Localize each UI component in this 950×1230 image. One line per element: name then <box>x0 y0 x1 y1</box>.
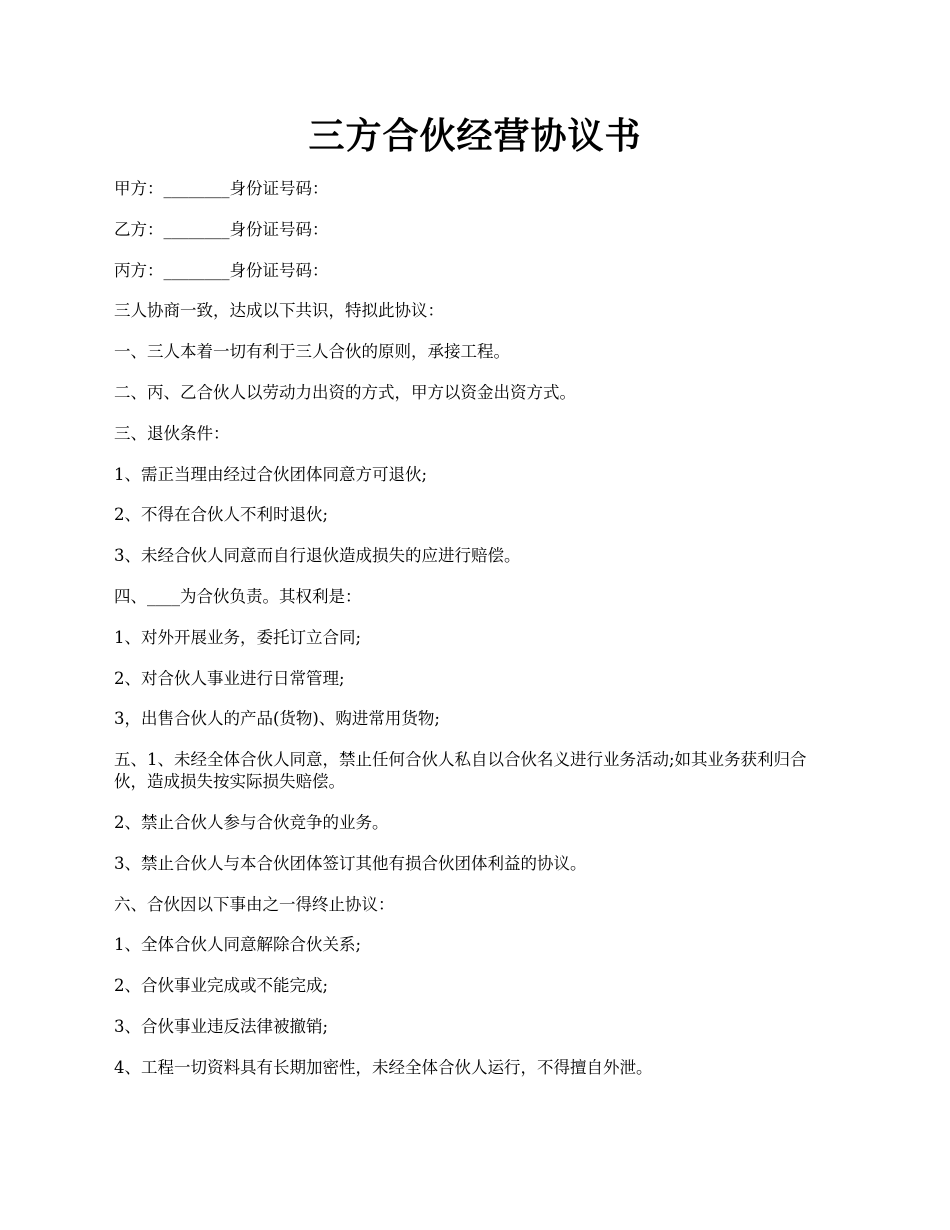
clause-4-item-1: 1、对外开展业务，委托订立合同; <box>114 627 362 647</box>
clause-6-item-3: 3、合伙事业违反法律被撤销; <box>114 1016 329 1036</box>
clause-6-item-4: 4、工程一切资料具有长期加密性，未经全体合伙人运行，不得擅自外泄。 <box>114 1057 653 1077</box>
clause-2: 二、丙、乙合伙人以劳动力出资的方式，甲方以资金出资方式。 <box>114 382 576 402</box>
party-a-line: 甲方：________身份证号码： <box>114 179 329 198</box>
clause-6-heading: 六、合伙因以下事由之一得终止协议： <box>114 894 395 914</box>
clause-6-item-1: 1、全体合伙人同意解除合伙关系; <box>114 935 362 955</box>
clause-5-item-2: 2、禁止合伙人参与合伙竞争的业务。 <box>114 812 389 832</box>
clause-4-item-3: 3，出售合伙人的产品(货物)、购进常用货物; <box>114 709 440 729</box>
party-b-line: 乙方：________身份证号码： <box>114 219 329 239</box>
clause-6-item-2: 2、合伙事业完成或不能完成; <box>114 976 329 996</box>
agreement-intro: 三人协商一致，达成以下共识，特拟此协议： <box>114 301 444 321</box>
party-c-line: 丙方：________身份证号码： <box>114 260 329 280</box>
document-title: 三方合伙经营协议书 <box>308 115 642 157</box>
clause-3-item-1: 1、需正当理由经过合伙团体同意方可退伙; <box>114 464 428 484</box>
clause-3-item-2: 2、不得在合伙人不利时退伙; <box>114 505 329 525</box>
clause-1: 一、三人本着一切有利于三人合伙的原则，承接工程。 <box>114 342 510 362</box>
clause-4-item-2: 2、对合伙人事业进行日常管理; <box>114 668 345 688</box>
clause-5-item-3: 3、禁止合伙人与本合伙团体签订其他有损合伙团体利益的协议。 <box>114 853 587 873</box>
clause-3-item-3: 3、未经合伙人同意而自行退伙造成损失的应进行赔偿。 <box>114 546 521 566</box>
clause-5-item-1: 五、1、未经全体合伙人同意，禁止任何合伙人私自以合伙名义进行业务活动;如其业务获利归合伙，造成损失按实际损失赔偿。 <box>114 750 807 792</box>
clause-4-heading: 四、____为合伙负责。其权利是： <box>114 586 362 606</box>
document-body <box>114 178 838 1098</box>
clause-3-heading: 三、退伙条件： <box>114 423 230 443</box>
